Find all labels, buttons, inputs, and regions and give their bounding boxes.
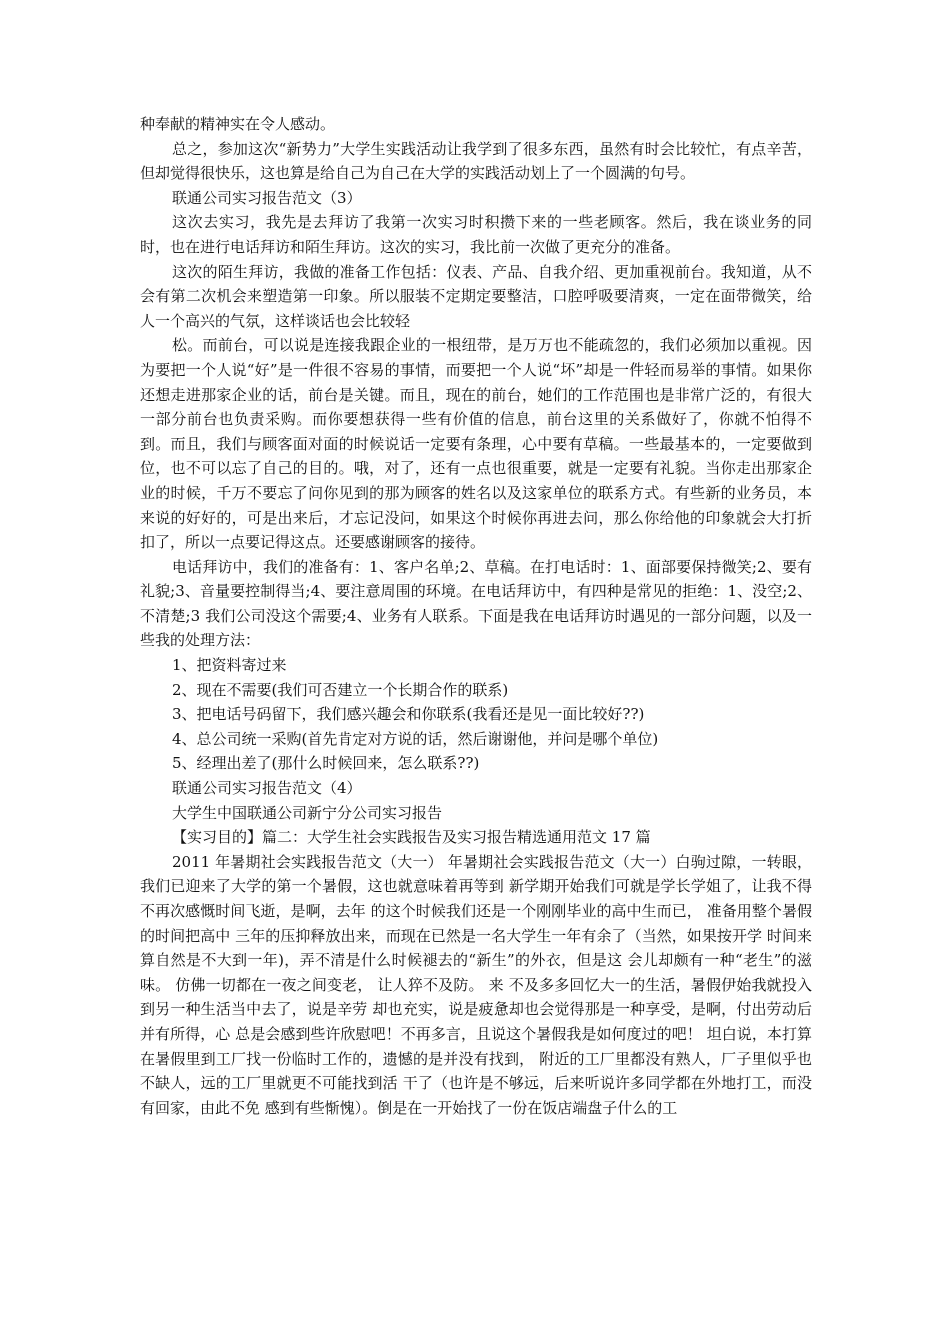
document-page <box>140 112 812 1120</box>
paragraph-2: 总之，参加这次“新势力”大学生实践活动让我学到了很多东西，虽然有时会比较忙，有点辛苦，但却觉得很快乐，这也算是给自己为自己在大学的实践活动划上了一个圆满的句号。 <box>140 139 812 183</box>
report-title: 大学生中国联通公司新宁分公司实习报告 <box>172 803 443 822</box>
paragraph-7: 电话拜访中，我们的准备有：1、客户名单;2、草稿。在打电话时：1、面部要保持微笑;2、要有礼貌;3、音量要控制得当;4、要注意周围的环境。在电话拜访中，有四种是常见的拒绝：1、没空;2、不清楚;3 我们公司没这个需要;4、业务有人联系。下面是我在电话拜访时遇见的一部分问题，以及一些我的处理方法： <box>140 557 812 650</box>
list-item-5: 5、经理出差了(那什么时候回来，怎么联系??) <box>172 754 480 773</box>
section-heading-4: 联通公司实习报告范文（4） <box>172 779 362 798</box>
paragraph-6: 松。而前台，可以说是连接我跟企业的一根纽带，是万万也不能疏忽的，我们必须加以重视。因为要把一个人说“好”是一件很不容易的事情，而要把一个人说“坏”却是一件轻而易举的事情。如果你还想走进那家企业的话，前台是关键。而且，现在的前台，她们的工作范围也是非常广泛的，有很大一部分前台也负责采购。而你要想获得一些有价值的信息，前台这里的关系做好了，你就不怕得不到。而且，我们与顾客面对面的时候说话一定要有条理，心中要有草稿。一些最基本的，一定要做到位，也不可以忘了自己的目的。哦，对了，还有一点也很重要，就是一定要有礼貌。当你走出那家企业的时候，千万不要忘了问你见到的那为顾客的姓名以及这家单位的联系方式。有些新的业务员，本来说的好好的，可是出来后，才忘记没问，如果这个时候你再进去问，那么你给他的印象就会大打折扣了，所以一点要记得这点。还要感谢顾客的接待。 <box>140 336 812 552</box>
report-subtitle: 【实习目的】篇二：大学生社会实践报告及实习报告精选通用范文 17 篇 <box>172 828 651 847</box>
list-item-3: 3、把电话号码留下，我们感兴趣会和你联系(我看还是见一面比较好??) <box>172 705 645 724</box>
list-item-1: 1、把资料寄过来 <box>172 656 287 675</box>
list-item-2: 2、现在不需要(我们可否建立一个长期合作的联系) <box>172 680 509 699</box>
list-item-4: 4、总公司统一采购(首先肯定对方说的话，然后谢谢他，并问是哪个单位) <box>172 729 659 748</box>
paragraph-1: 种奉献的精神实在令人感动。 <box>140 115 336 133</box>
section-heading-3: 联通公司实习报告范文（3） <box>172 188 362 207</box>
paragraph-5: 这次的陌生拜访，我做的准备工作包括：仪表、产品、自我介绍、更加重视前台。我知道，从不会有第二次机会来塑造第一印象。所以服装不定期定要整洁，口腔呼吸要清爽，一定在面带微笑，给人一个高兴的气氛，这样谈话也会比较轻 <box>140 262 812 330</box>
paragraph-4: 这次去实习，我先是去拜访了我第一次实习时积攒下来的一些老顾客。然后，我在谈业务的同时，也在进行电话拜访和陌生拜访。这次的实习，我比前一次做了更充分的准备。 <box>140 213 812 256</box>
paragraph-final: 2011 年暑期社会实践报告范文（大一） 年暑期社会实践报告范文（大一）白驹过隙，一转眼，我们已迎来了大学的第一个暑假，这也就意味着再等到 新学期开始我们可就是学长学姐了，让我不得不再次感慨时间飞逝，是啊，去年 的这个时候我们还是一个刚刚毕业的高中生而已， 准备用整个暑假的时间把高中 三年的压抑释放出来，而现在已然是一名大学生一年有余了（当然，如果按开学 时间来算自然是不大到一年)，弄不清是什么时候褪去的“新生”的外衣，但是这 会儿却颇有一种“老生”的滋味。 仿佛一切都在一夜之间变老， 让人猝不及防。 来 不及多多回忆大一的生活，暑假伊始我就投入到另一种生活当中去了，说是辛劳 却也充实，说是疲惫却也会觉得那是一种享受，是啊，付出劳动后并有所得，心 总是会感到些许欣慰吧！不再多言，且说这个暑假我是如何度过的吧！ 坦白说，本打算在暑假里到工厂找一份临时工作的，遗憾的是并没有找到， 附近的工厂里都没有熟人，厂子里似乎也不缺人，远的工厂里就更不可能找到活 干了（也许是不够远，后来听说许多同学都在外地打工，而没有回家，由此不免 感到有些惭愧）。倒是在一开始找了一份在饭店端盘子什么的工 <box>140 852 812 1117</box>
